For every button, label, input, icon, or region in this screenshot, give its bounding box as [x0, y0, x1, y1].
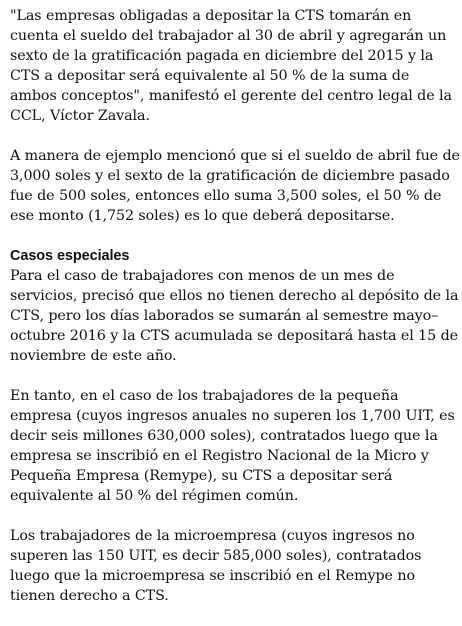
paragraph-example: A manera de ejemplo mencionó que si el sueldo de abril fue de 3,000 soles y el sexto de la gratificación de diciembre pasado fue de 500 soles, entonces ello suma 3,500 soles, el 50 % de ese monto (1,752 soles) es lo que deberá depositarse. [10, 148, 460, 224]
paragraph-micro-business: Los trabajadores de la microempresa (cuyos ingresos no superen las 150 UIT, es decir 585,000 soles), contratados luego que la microempresa se inscribió en el Remype no tienen derecho a CTS. [10, 528, 422, 604]
paragraph-new-workers: Para el caso de trabajadores con menos de un mes de servicios, precisó que ellos no tienen derecho al depósito de la CTS, pero los días laborados se sumarán al semestre mayo–octubre 2016 y la CTS acumulada se depositará hasta el 15 de noviembre de este año. [10, 268, 459, 364]
section-heading: Casos especiales [10, 248, 130, 264]
paragraph-quote: "Las empresas obligadas a depositar la CTS tomarán en cuenta el sueldo del trabajador al 30 de abril y agregarán un sexto de la gratificación pagada en diciembre del 2015 y la CTS a depositar será equivalente al 50 % de la suma de ambos conceptos", manifestó el gerente del centro legal de la CCL, Víctor Zavala. [10, 8, 452, 124]
article-body [10, 6, 460, 626]
paragraph-small-business: En tanto, en el caso de los trabajadores de la pequeña empresa (cuyos ingresos anuales no superen los 1,700 UIT, es decir seis millones 630,000 soles), contratados luego que la empresa se inscribió en el Registro Nacional de la Micro y Pequeña Empresa (Remype), su CTS a depositar será equivalente al 50 % del régimen común. [10, 388, 455, 504]
